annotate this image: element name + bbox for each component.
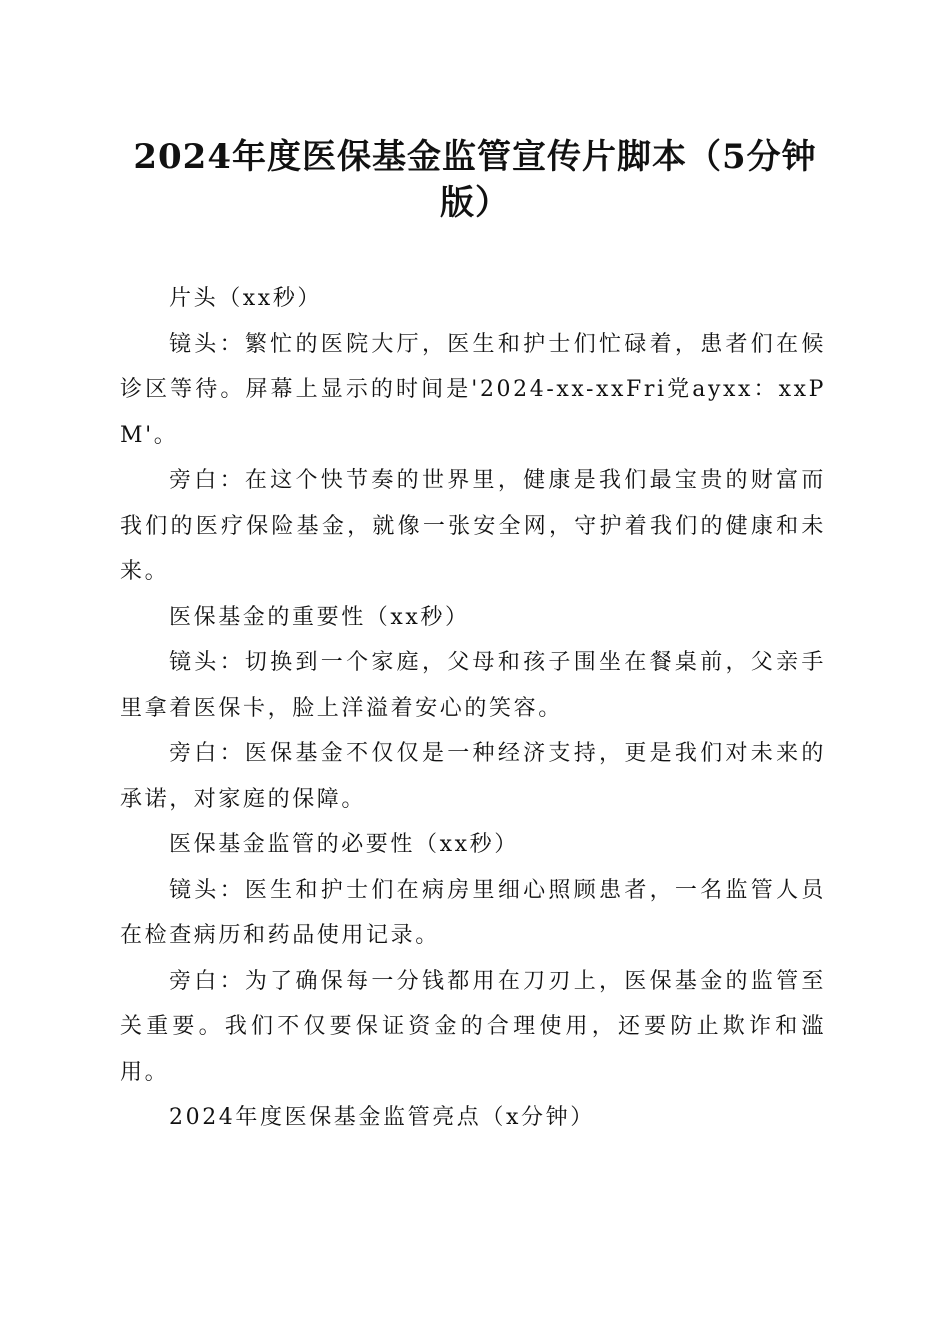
narration: 旁白：为了确保每一分钱都用在刀刃上，医保基金的监管至关重要。我们不仅要保证资金的合理使用，还要防止欺诈和滥用。 [120,968,826,1085]
shot-description: 镜头：切换到一个家庭，父母和孩子围坐在餐桌前，父亲手里拿着医保卡，脸上洋溢着安心的笑容。 [120,650,826,721]
section-heading-necessity: 医保基金监管的必要性（xx秒） [169,832,519,857]
shot-description: 镜头：繁忙的医院大厅，医生和护士们忙碌着，患者们在候诊区等待。屏幕上显示的时间是'2024-xx-xxFri党ayxx：xxPM'。 [120,331,826,448]
section-heading-intro: 片头（xx秒） [169,286,323,311]
shot-description: 镜头：医生和护士们在病房里细心照顾患者，一名监管人员在检查病历和药品使用记录。 [120,877,826,948]
document-body [120,276,826,1141]
section-heading-highlights: 2024年度医保基金监管亮点（x分钟） [169,1105,595,1130]
narration: 旁白：在这个快节奏的世界里，健康是我们最宝贵的财富而我们的医疗保险基金，就像一张安全网，守护着我们的健康和未来。 [120,468,826,584]
narration: 旁白：医保基金不仅仅是一种经济支持，更是我们对未来的承诺，对家庭的保障。 [120,741,826,812]
document-title: 2024年度医保基金监管宣传片脚本（5分钟版） [133,137,817,223]
section-heading-importance: 医保基金的重要性（xx秒） [169,604,470,630]
